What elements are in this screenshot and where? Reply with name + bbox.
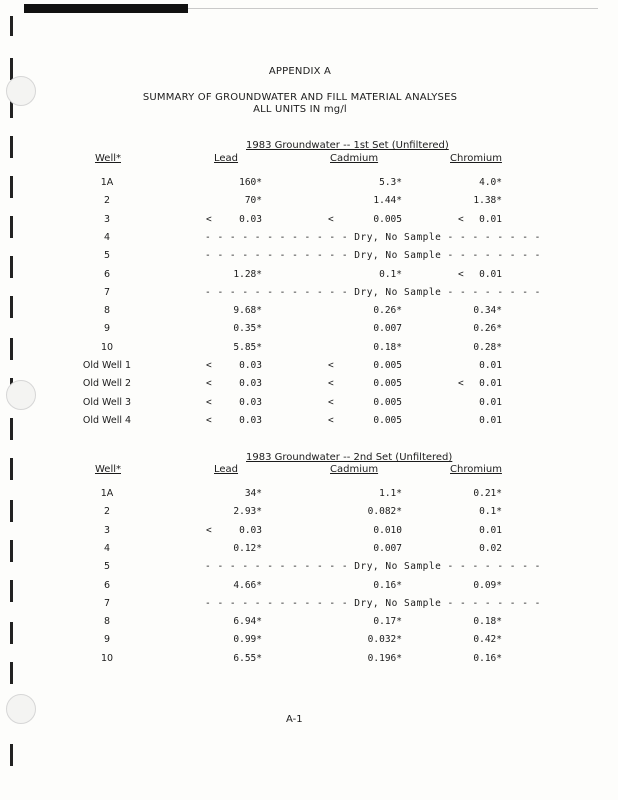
table-row (0, 287, 618, 301)
less-than-symbol: < (328, 396, 334, 408)
chromium-cell: 0.1* (479, 506, 502, 518)
cadmium-cell: 0.005 (373, 360, 402, 371)
scan-edge-line (188, 8, 598, 9)
cadmium-cell: 0.007 (373, 323, 402, 335)
less-than-symbol: < (206, 378, 212, 390)
cadmium-cell: 0.082* (367, 506, 402, 518)
well-cell: 7 (103, 286, 111, 298)
cadmium-cell: 0.16* (373, 579, 402, 591)
table1-title: 1983 Groundwater -- 1st Set (Unfiltered) (246, 140, 449, 151)
table-row (0, 305, 618, 319)
well-cell: 5 (103, 250, 111, 262)
lead-cell: 9.68* (233, 305, 262, 317)
table-row (0, 506, 618, 520)
table-row (0, 250, 618, 264)
lead-cell: 0.03 (239, 213, 262, 225)
lead-cell: 0.03 (239, 414, 262, 426)
appendix-label: APPENDIX A (268, 66, 332, 77)
lead-cell: 0.12* (233, 542, 262, 554)
cadmium-cell: 0.032* (367, 634, 402, 646)
binder-mark (10, 744, 13, 766)
less-than-symbol: < (206, 524, 212, 536)
lead-cell: 34* (244, 488, 262, 499)
well-cell: 10 (100, 341, 114, 353)
lead-cell: 0.03 (239, 378, 262, 390)
well-cell: 9 (103, 634, 111, 646)
lead-cell: 2.93* (233, 506, 262, 518)
table-row (0, 653, 618, 667)
well-cell: Old Well 4 (82, 414, 132, 426)
chromium-cell: 0.01 (479, 524, 502, 536)
table-row (0, 525, 618, 539)
chromium-cell: 0.02 (479, 542, 502, 554)
less-than-symbol: < (458, 213, 464, 225)
document-title: SUMMARY OF GROUNDWATER AND FILL MATERIAL ANALYSES (142, 92, 458, 103)
units-note: ALL UNITS IN mg/l (253, 104, 347, 115)
chromium-cell: 0.01 (479, 414, 502, 426)
lead-cell: 6.55* (233, 652, 262, 664)
table-row (0, 580, 618, 594)
well-cell: 8 (103, 616, 111, 628)
chromium-cell: 0.01 (479, 396, 502, 408)
well-cell: 6 (103, 268, 111, 280)
table1-col-well: Well* (94, 153, 121, 164)
cadmium-cell: 0.005 (373, 396, 402, 408)
lead-cell: 0.03 (239, 396, 262, 408)
well-cell: 6 (103, 579, 111, 591)
table1-col-chromium: Chromium (450, 153, 502, 164)
less-than-symbol: < (206, 213, 212, 225)
less-than-symbol: < (458, 378, 464, 390)
table-row (0, 378, 618, 392)
table-row (0, 214, 618, 228)
cadmium-cell: 0.1* (379, 268, 402, 280)
chromium-cell: 0.01 (479, 378, 502, 390)
dry-no-sample-note: - - - - - - - - - - - - Dry, No Sample - - - - - - - - (205, 286, 541, 298)
cadmium-cell: 0.005 (373, 213, 402, 225)
table-row (0, 323, 618, 337)
dry-no-sample-note: - - - - - - - - - - - - Dry, No Sample - - - - - - - - (205, 597, 541, 609)
less-than-symbol: < (206, 360, 212, 371)
chromium-cell: 0.01 (479, 213, 502, 225)
table-row (0, 415, 618, 429)
chromium-cell: 0.16* (473, 652, 502, 664)
table-row (0, 561, 618, 575)
lead-cell: 160* (239, 177, 262, 188)
table-row (0, 232, 618, 246)
lead-cell: 0.03 (239, 360, 262, 371)
chromium-cell: 0.09* (473, 579, 502, 591)
lead-cell: 0.35* (233, 323, 262, 335)
well-cell: 7 (103, 597, 111, 609)
page-number: A-1 (286, 714, 303, 725)
well-cell: 2 (103, 506, 111, 518)
cadmium-cell: 0.007 (373, 542, 402, 554)
well-cell: 1A (100, 488, 114, 499)
chromium-cell: 0.18* (473, 616, 502, 628)
lead-cell: 0.99* (233, 634, 262, 646)
binder-mark (10, 458, 13, 480)
table-row (0, 269, 618, 283)
binder-mark (10, 136, 13, 158)
lead-cell: 6.94* (233, 616, 262, 628)
well-cell: 8 (103, 305, 111, 317)
cadmium-cell: 0.26* (373, 305, 402, 317)
less-than-symbol: < (206, 396, 212, 408)
cadmium-cell: 1.44* (373, 195, 402, 207)
dry-no-sample-note: - - - - - - - - - - - - Dry, No Sample - - - - - - - - (205, 231, 541, 243)
table-row (0, 360, 618, 374)
well-cell: 2 (103, 195, 111, 207)
chromium-cell: 0.28* (473, 341, 502, 353)
table2-col-chromium: Chromium (450, 464, 502, 475)
less-than-symbol: < (206, 414, 212, 426)
well-cell: 3 (103, 213, 111, 225)
lead-cell: 70* (244, 195, 262, 207)
table-row (0, 342, 618, 356)
well-cell: Old Well 2 (82, 378, 132, 390)
chromium-cell: 1.38* (473, 195, 502, 207)
chromium-cell: 0.34* (473, 305, 502, 317)
chromium-cell: 0.26* (473, 323, 502, 335)
less-than-symbol: < (328, 378, 334, 390)
well-cell: Old Well 1 (82, 360, 132, 371)
well-cell: 4 (103, 542, 111, 554)
less-than-symbol: < (328, 414, 334, 426)
chromium-cell: 0.21* (473, 488, 502, 499)
cadmium-cell: 0.18* (373, 341, 402, 353)
well-cell: 10 (100, 652, 114, 664)
lead-cell: 1.28* (233, 268, 262, 280)
cadmium-cell: 0.005 (373, 414, 402, 426)
lead-cell: 4.66* (233, 579, 262, 591)
cadmium-cell: 5.3* (379, 177, 402, 188)
table2-col-lead: Lead (214, 464, 239, 475)
table2-title: 1983 Groundwater -- 2nd Set (Unfiltered) (246, 452, 453, 463)
chromium-cell: 4.0* (479, 177, 502, 188)
table-row (0, 543, 618, 557)
less-than-symbol: < (328, 360, 334, 371)
cadmium-cell: 0.17* (373, 616, 402, 628)
chromium-cell: 0.42* (473, 634, 502, 646)
table-row (0, 177, 618, 191)
well-cell: 3 (103, 524, 111, 536)
binder-mark (10, 16, 13, 36)
table-row (0, 634, 618, 648)
less-than-symbol: < (328, 213, 334, 225)
table-row (0, 598, 618, 612)
table2-col-cadmium: Cadmium (330, 464, 379, 475)
punch-hole (6, 694, 36, 724)
cadmium-cell: 0.005 (373, 378, 402, 390)
table-row (0, 616, 618, 630)
table2-col-well: Well* (94, 464, 121, 475)
table-row (0, 195, 618, 209)
cadmium-cell: 0.010 (373, 524, 402, 536)
lead-cell: 5.85* (233, 341, 262, 353)
table1-col-lead: Lead (214, 153, 239, 164)
dry-no-sample-note: - - - - - - - - - - - - Dry, No Sample - - - - - - - - (205, 561, 541, 573)
well-cell: 9 (103, 323, 111, 335)
table1-col-cadmium: Cadmium (330, 153, 379, 164)
dry-no-sample-note: - - - - - - - - - - - - Dry, No Sample - - - - - - - - (205, 250, 541, 262)
well-cell: 5 (103, 561, 111, 573)
less-than-symbol: < (458, 268, 464, 280)
well-cell: Old Well 3 (82, 396, 132, 408)
scan-edge-bar (24, 4, 188, 13)
well-cell: 1A (100, 177, 114, 188)
table-row (0, 397, 618, 411)
chromium-cell: 0.01 (479, 268, 502, 280)
cadmium-cell: 1.1* (379, 488, 402, 499)
cadmium-cell: 0.196* (367, 652, 402, 664)
table-row (0, 488, 618, 502)
chromium-cell: 0.01 (479, 360, 502, 371)
lead-cell: 0.03 (239, 524, 262, 536)
well-cell: 4 (103, 231, 111, 243)
